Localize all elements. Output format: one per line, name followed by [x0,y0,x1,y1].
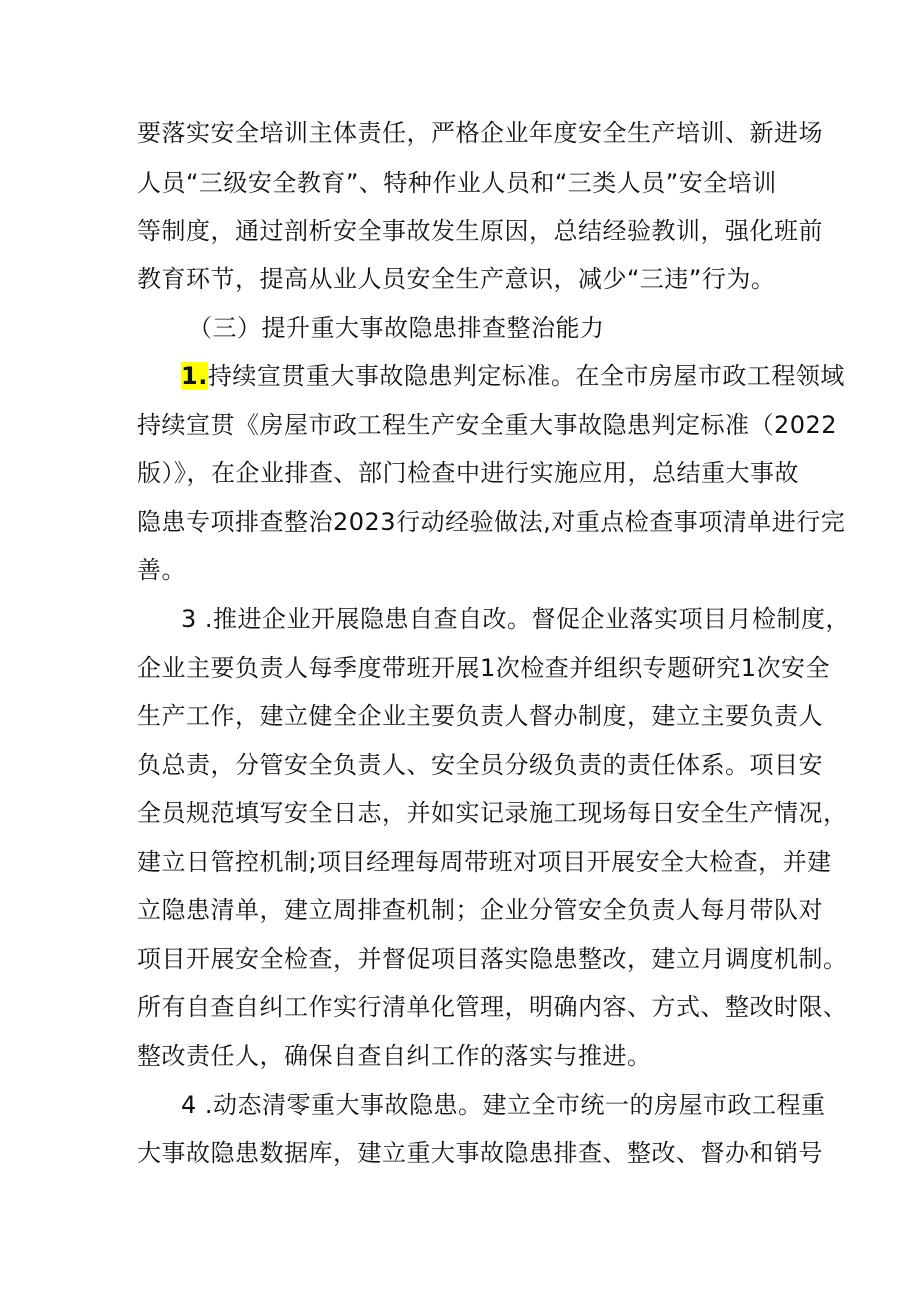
text-line-7: 持续宣贯《房屋市政工程生产安全重大事故隐患判定标准（2022 [137,411,838,439]
text-line-2: 人员“三级安全教育”、特种作业人员和“三类人员”安全培训 [137,169,777,197]
item-1-text: 持续宣贯重大事故隐患判定标准。在全市房屋市政工程领域 [207,362,845,390]
text-line-12: 企业主要负责人每季度带班开展1次检查并组织专题研究1次安全 [137,654,831,682]
text-line-4: 教育环节，提高从业人员安全生产意识，减少“三违”行为。 [137,265,776,293]
text-line-16: 建立日管控机制;项目经理每周带班对项目开展安全大检查，并建 [137,848,832,876]
text-line-17: 立隐患清单，建立周排查机制；企业分管安全负责人每月带队对 [137,896,823,924]
text-line-15: 全员规范填写安全日志，并如实记录施工现场每日安全生产情况， [137,799,848,827]
text-line-22: 大事故隐患数据库，建立重大事故隐患排查、整改、督办和销号 [137,1139,823,1167]
text-line-13: 生产工作，建立健全企业主要负责人督办制度，建立主要负责人 [137,702,823,730]
text-line-19: 所有自查自纠工作实行清单化管理，明确内容、方式、整改时限、 [137,993,848,1021]
item-4-first-line: 4 .动态清零重大事故隐患。建立全市统一的房屋市政工程重 [181,1091,826,1119]
text-line-8: 版）》，在企业排查、部门检查中进行实施应用，总结重大事故 [137,459,799,487]
text-line-18: 项目开展安全检查，并督促项目落实隐患整改，建立月调度机制。 [137,945,848,973]
highlighted-number: 1. [181,362,208,390]
item-3-first-line: 3 .推进企业开展隐患自查自改。督促企业落实项目月检制度， [181,605,851,633]
text-line-20: 整改责任人，确保自查自纠工作的落实与推进。 [137,1042,652,1070]
section-heading: （三）提升重大事故隐患排查整治能力 [188,314,605,342]
text-line-9: 隐患专项排查整治2023行动经验做法,对重点检查事项清单进行完 [137,508,846,536]
item-1-first-line [181,359,845,393]
text-line-14: 负总责，分管安全负责人、安全员分级负责的责任体系。项目安 [137,751,823,779]
text-line-10: 善。 [137,556,186,584]
text-line-3: 等制度，通过剖析安全事故发生原因，总结经验教训，强化班前 [137,217,823,245]
text-line-1: 要落实安全培训主体责任，严格企业年度安全生产培训、新进场 [137,119,823,147]
